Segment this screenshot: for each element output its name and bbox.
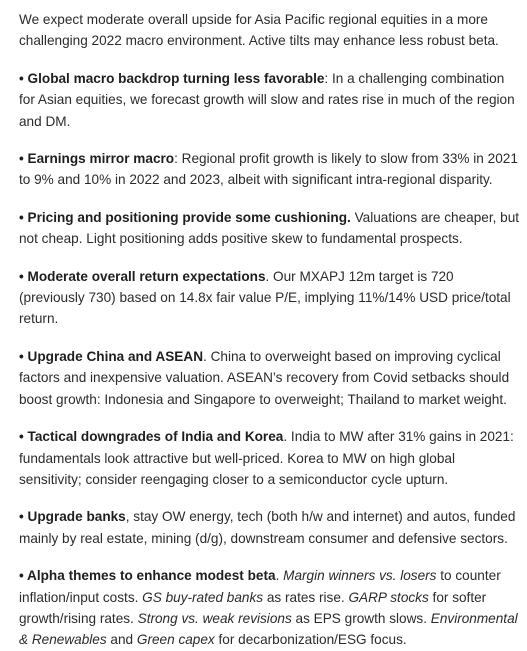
theme-text: to counter inflation/input costs. [19, 568, 501, 605]
theme-text: as EPS growth slows. [291, 610, 431, 626]
bullet-heading: • Upgrade banks [19, 509, 126, 525]
bullet-heading: • Upgrade China and ASEAN [19, 348, 204, 364]
bullet-body: . Our MXAPJ 12m target is 720 (previously 730) based on 14.8x fair value P/E, implying 11%/14% USD price/total return. [19, 268, 511, 327]
bullet-upgrade-china-asean [19, 346, 521, 410]
theme-garp-stocks: GARP stocks [348, 589, 429, 605]
theme-environmental: Environmental & Renewables [19, 610, 518, 648]
theme-text: for decarbonization/ESG focus. [214, 632, 407, 648]
intro-paragraph: We expect moderate overall upside for Asia Pacific regional equities in a more challenging 2022 macro environment. Active tilts may enhance less robust beta. [19, 12, 499, 49]
bullet-heading: • Moderate overall return expectations [19, 268, 266, 284]
bullet-body: Valuations are cheaper, but not cheap. Light positioning adds positive skew to fundamental prospects. [19, 209, 520, 247]
bullet-heading: • Global macro backdrop turning less favorable [19, 70, 325, 86]
bullet-return-expectations [19, 266, 521, 330]
theme-green-capex: Green capex [136, 632, 215, 648]
theme-gs-banks: GS buy-rated banks [142, 589, 264, 605]
separator-text: . [275, 568, 284, 584]
bullet-upgrade-banks [19, 506, 521, 549]
bullet-heading: • Tactical downgrades of India and Korea [19, 429, 284, 445]
bullet-downgrades-india-korea [19, 426, 521, 490]
bullet-body: . China to overweight based on improving cyclical factors and inexpensive valuation. ASEAN’s recovery from Covid setbacks should boost growth: Indonesia and Singapore to overweight; Thailand to market weight. [19, 348, 510, 407]
bullet-heading: • Pricing and positioning provide some cushioning. [19, 209, 351, 225]
theme-text: and [106, 632, 137, 648]
bullet-pricing [19, 207, 521, 250]
bullet-alpha-themes [19, 565, 521, 651]
theme-margin-winners: Margin winners vs. losers [283, 568, 437, 584]
bullet-body: : Regional profit growth is likely to slow from 33% in 2021 to 9% and 10% in 2022 and 2023, albeit with significant intra-regional disparity. [19, 151, 518, 188]
theme-revisions: Strong vs. weak revisions [137, 610, 292, 626]
bullet-earnings [19, 148, 521, 191]
bullet-heading: • Earnings mirror macro [19, 151, 175, 167]
bullet-heading: • Alpha themes to enhance modest beta [19, 568, 276, 584]
bullet-body: : In a challenging combination for Asian equities, we forecast growth will slow and rates rise in much of the region and DM. [19, 70, 515, 129]
theme-text: as rates rise. [263, 589, 349, 605]
bullet-body: , stay OW energy, tech (both h/w and internet) and autos, funded mainly by real estate, mining (d/g), downstream consumer and defensive sectors. [19, 509, 516, 546]
bullet-body: . India to MW after 31% gains in 2021: fundamentals look attractive but well-priced. Korea to MW on high global sensitivity; consider reengaging closer to a semiconductor cycle upturn. [19, 429, 514, 487]
bullet-macro-backdrop [19, 68, 521, 132]
theme-text: for softer growth/rising rates. [19, 589, 487, 626]
